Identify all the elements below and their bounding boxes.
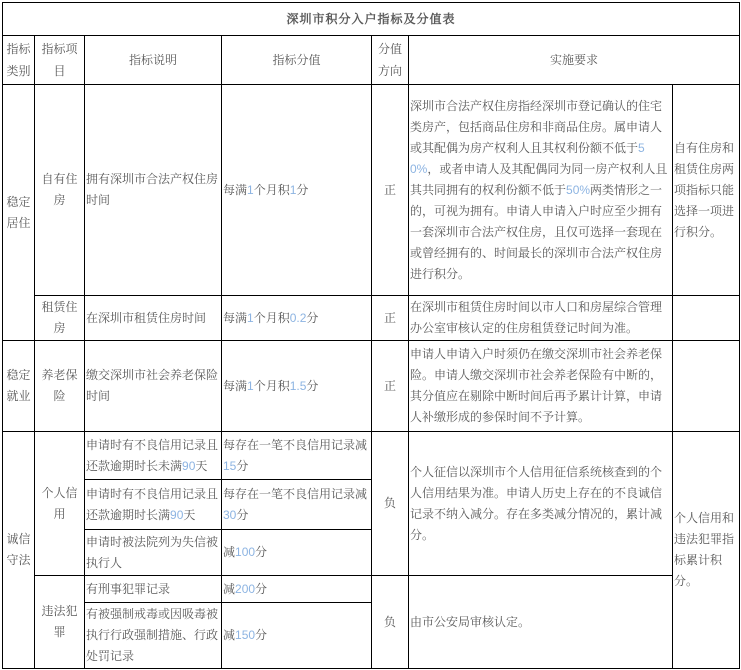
item-personal-credit: 个人信用 [35,432,85,576]
description-pension-insurance: 缴交深圳市社会养老保险时间 [85,341,222,432]
header-indicator-description: 指标说明 [85,36,222,85]
row-rented-housing [3,296,740,341]
category-integrity-law: 诚信守法 [3,432,35,669]
direction-illegal-crime: 负 [372,576,409,669]
requirement-pension-insurance: 申请人申请入户时须仍在缴交深圳市社会养老保险。申请人缴交深圳市社会养老保险有中断的，其分值应在剔除中断时间后再予累计计算，申请人补缴形成的参保时间不予计算。 [409,341,673,432]
row-pension-insurance [3,341,740,432]
header-implementation-requirement: 实施要求 [409,36,740,85]
description-rented-housing: 在深圳市租赁住房时间 [85,296,222,341]
row-own-housing [3,85,740,296]
item-pension-insurance: 养老保险 [35,341,85,432]
requirement-illegal-crime: 由市公安局审核认定。 [409,576,673,669]
requirement-own-housing: 深圳市合法产权住房指经深圳市登记确认的住宅类房产，包括商品住房和非商品住房。属申请人或其配偶为房产权利人且其权利份额不低于50%，或者申请人及其配偶同为同一房产权利人且其共同拥有的权利份额不低于50%两类情形之一的，可视为拥有。申请人申请入户时应至少拥有一套深圳市合法产权住房，且仅可选择一套现在或曾经拥有的、时间最长的深圳市合法产权住房进行积分。 [409,85,673,296]
header-indicator-category: 指标类别 [3,36,35,85]
requirement-personal-credit: 个人征信以深圳市个人信用征信系统核查到的个人信用结果为准。申请人历史上存在的不良诚信记录不纳入减分。存在多类减分情况的，累计减分。 [409,432,673,576]
description-own-housing: 拥有深圳市合法产权住房时间 [85,85,222,296]
description-drug-record: 有被强制戒毒或因吸毒被执行行政强制措施、行政处罚记录 [85,603,222,669]
note-empty-r3 [673,341,740,432]
row-criminal-record [3,576,740,603]
direction-own-housing: 正 [372,85,409,296]
row-credit-overdue-under-90 [3,432,740,480]
score-credit-over-90: 每存在一笔不良信用记录减30分 [222,480,372,530]
note-credit-crime-cumulative: 个人信用和违法犯罪指标累计积分。 [673,432,740,669]
note-empty-r2 [673,296,740,341]
item-illegal-crime: 违法犯罪 [35,576,85,669]
score-criminal-record: 减200分 [222,576,372,603]
page-title: 深圳市积分入户指标及分值表 [3,3,740,36]
score-drug-record: 减150分 [222,603,372,669]
description-dishonest-debtor: 申请时被法院列为失信被执行人 [85,530,222,576]
description-credit-under-90: 申请时有不良信用记录且还款逾期时长未满90天 [85,432,222,480]
category-stable-employment: 稳定就业 [3,341,35,432]
score-rented-housing: 每满1个月积0.2分 [222,296,372,341]
item-own-housing: 自有住房 [35,85,85,296]
note-housing-choice: 自有住房和租赁住房两项指标只能选择一项进行积分。 [673,85,740,296]
shenzhen-points-table [2,2,740,669]
score-pension-insurance: 每满1个月积1.5分 [222,341,372,432]
score-dishonest-debtor: 减100分 [222,530,372,576]
direction-rented-housing: 正 [372,296,409,341]
direction-personal-credit: 负 [372,432,409,576]
score-own-housing: 每满1个月积1分 [222,85,372,296]
description-criminal-record: 有刑事犯罪记录 [85,576,222,603]
score-credit-under-90: 每存在一笔不良信用记录减15分 [222,432,372,480]
requirement-rented-housing: 在深圳市租赁住房时间以市人口和房屋综合管理办公室审核认定的住房租赁登记时间为准。 [409,296,673,341]
header-indicator-item: 指标项目 [35,36,85,85]
header-indicator-score: 指标分值 [222,36,372,85]
item-rented-housing: 租赁住房 [35,296,85,341]
header-score-direction: 分值方向 [372,36,409,85]
direction-pension-insurance: 正 [372,341,409,432]
description-credit-over-90: 申请时有不良信用记录且还款逾期时长满90天 [85,480,222,530]
category-stable-residence: 稳定居住 [3,85,35,341]
